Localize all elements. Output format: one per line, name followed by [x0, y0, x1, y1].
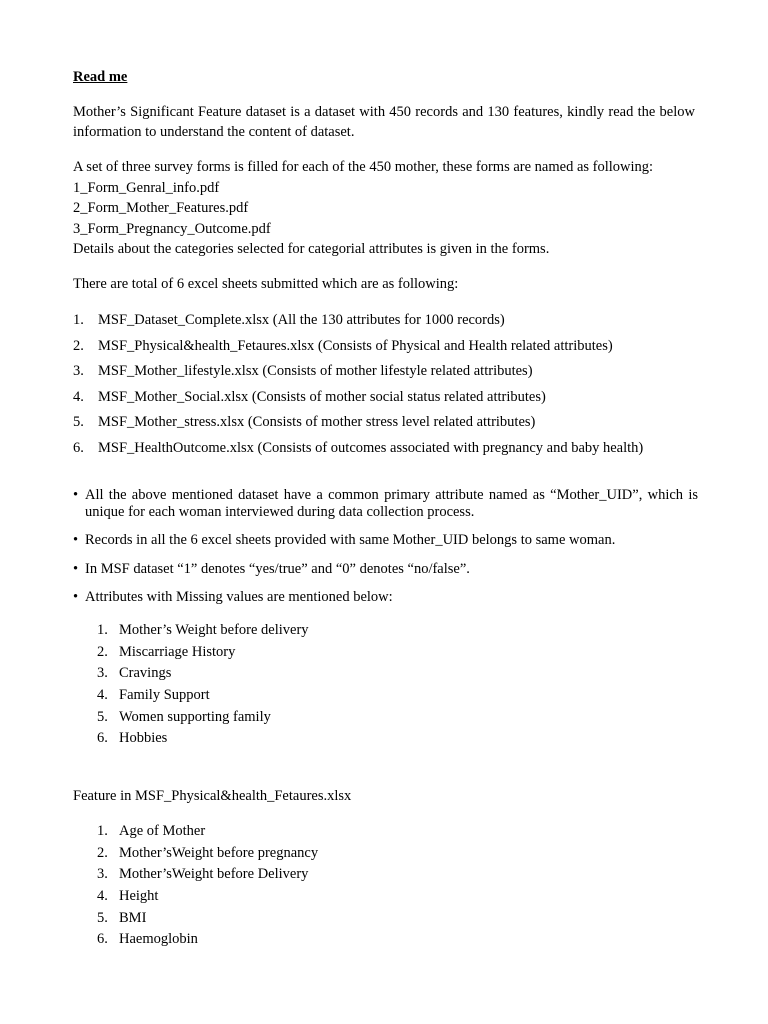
list-item: [73, 439, 643, 465]
list-item: [73, 311, 643, 337]
form-file-1: 1_Form_Genral_info.pdf: [73, 179, 220, 196]
form-file-3: 3_Form_Pregnancy_Outcome.pdf: [73, 220, 271, 237]
item-text: BMI: [119, 909, 147, 926]
item-text: Women supporting family: [119, 708, 271, 725]
bullet-item: [73, 589, 698, 606]
bullet-icon: •: [73, 560, 79, 577]
item-number: 6.: [97, 931, 108, 948]
item-text: Miscarriage History: [119, 643, 236, 660]
item-text: Mother’sWeight before pregnancy: [119, 844, 319, 861]
list-item: [97, 686, 309, 708]
list-item: [73, 362, 643, 388]
list-item: [97, 643, 309, 665]
sheets-list: [73, 311, 643, 464]
missing-attributes-list: [97, 621, 309, 751]
item-text: MSF_Dataset_Complete.xlsx (All the 130 attributes for 1000 records): [98, 312, 505, 328]
form-file-2: 2_Form_Mother_Features.pdf: [73, 200, 249, 216]
item-text: MSF_Mother_stress.xlsx (Consists of mother stress level related attributes): [98, 414, 536, 430]
item-text: MSF_Mother_Social.xlsx (Consists of mother social status related attributes): [98, 388, 546, 405]
bullet-icon: •: [73, 487, 79, 503]
list-item: [97, 844, 318, 866]
item-number: 5.: [97, 708, 108, 725]
bullet-item: [73, 532, 698, 549]
item-text: Age of Mother: [119, 823, 206, 839]
list-item: [73, 388, 643, 414]
item-text: MSF_Mother_lifestyle.xlsx (Consists of mother lifestyle related attributes): [98, 363, 533, 379]
item-number: 5.: [73, 414, 84, 430]
list-item: [97, 621, 309, 643]
forms-intro: A set of three survey forms is filled for each of the 450 mother, these forms are named as following:: [73, 159, 654, 175]
item-number: 2.: [97, 643, 108, 660]
list-item: [97, 887, 318, 909]
bullet-item: [73, 487, 698, 520]
item-number: 3.: [97, 665, 108, 682]
item-text: Mother’s Weight before delivery: [119, 622, 309, 638]
item-number: 4.: [97, 888, 108, 905]
item-number: 5.: [97, 909, 108, 926]
bullet-icon: •: [73, 532, 79, 548]
item-text: Cravings: [119, 665, 172, 682]
item-text: Mother’sWeight before Delivery: [119, 866, 309, 883]
page-title: Read me: [73, 69, 128, 85]
forms-section: [73, 157, 653, 260]
item-text: Family Support: [119, 687, 210, 704]
features-list: [97, 822, 318, 952]
list-item: [97, 909, 318, 931]
sheets-intro: There are total of 6 excel sheets submitted which are as following:: [73, 276, 459, 292]
notes-bullet-list: [73, 487, 698, 618]
list-item: [97, 664, 309, 686]
item-text: MSF_Physical&health_Fetaures.xlsx (Consists of Physical and Health related attributes): [98, 337, 613, 354]
list-item: [97, 822, 318, 844]
bullet-item: [73, 561, 698, 578]
item-number: 1.: [73, 312, 84, 328]
bullet-text: In MSF dataset “1” denotes “yes/true” and “0” denotes “no/false”.: [85, 560, 470, 577]
item-number: 6.: [73, 439, 84, 456]
item-number: 1.: [97, 823, 108, 839]
list-item: [97, 865, 318, 887]
item-text: MSF_HealthOutcome.xlsx (Consists of outcomes associated with pregnancy and baby health): [98, 439, 644, 456]
item-text: Height: [119, 888, 159, 905]
item-number: 4.: [73, 388, 84, 405]
item-number: 4.: [97, 687, 108, 704]
list-item: [73, 413, 643, 439]
bullet-icon: •: [73, 589, 79, 605]
forms-note: Details about the categories selected for categorial attributes is given in the forms.: [73, 241, 550, 257]
bullet-text: All the above mentioned dataset have a common primary attribute named as “Mother_UID”, which is unique for each woman interviewed during data collection process.: [85, 487, 698, 520]
list-item: [97, 930, 318, 952]
features-heading: Feature in MSF_Physical&health_Fetaures.xlsx: [73, 788, 352, 804]
item-number: 6.: [97, 730, 108, 747]
item-number: 1.: [97, 622, 108, 638]
list-item: [73, 337, 643, 363]
intro-paragraph: Mother’s Significant Feature dataset is a dataset with 450 records and 130 features, kindly read the below information to understand the content of dataset.: [73, 104, 695, 140]
item-number: 2.: [73, 337, 84, 354]
bullet-text: Attributes with Missing values are mentioned below:: [85, 589, 393, 605]
list-item: [97, 729, 309, 751]
item-text: Hobbies: [119, 730, 168, 747]
bullet-text: Records in all the 6 excel sheets provided with same Mother_UID belongs to same woman.: [85, 532, 616, 548]
item-number: 3.: [97, 866, 108, 883]
item-number: 2.: [97, 844, 108, 861]
item-text: Haemoglobin: [119, 931, 198, 948]
item-number: 3.: [73, 363, 84, 379]
list-item: [97, 708, 309, 730]
